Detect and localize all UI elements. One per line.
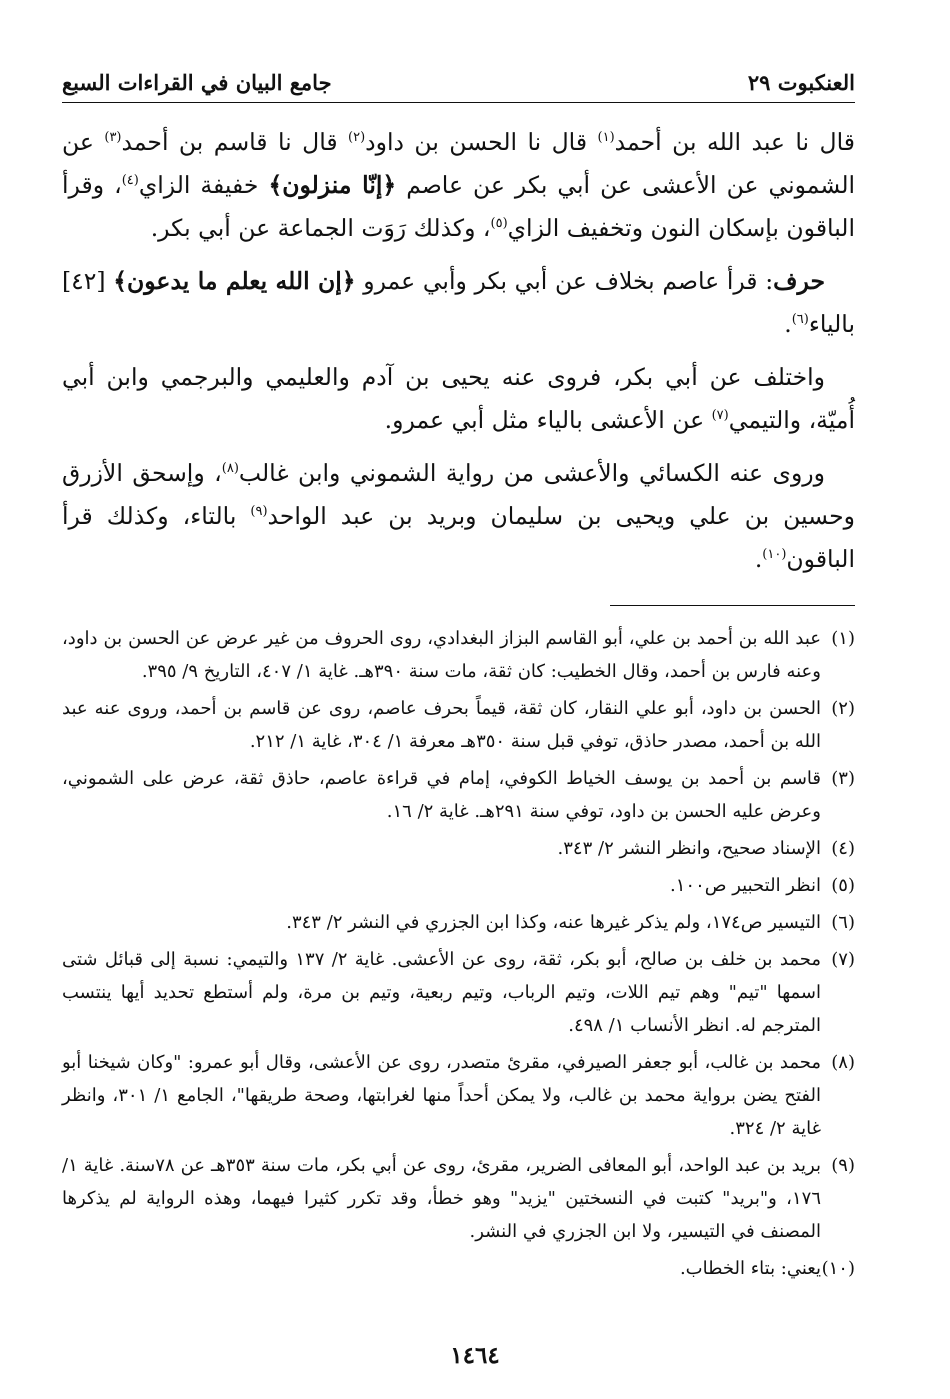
text-run: : قرأ عاصم بخلاف عن أبي بكر وأبي عمرو <box>355 267 774 295</box>
footnote <box>62 622 855 688</box>
text-run: ، وإسحق الأزرق وحسين بن علي ويحيى بن سليمان وبريد بن عبد الواحد <box>62 459 855 530</box>
footnote-ref: (٤) <box>121 173 139 189</box>
text-run: خفيفة الزاي <box>138 171 269 199</box>
footnote-text: يعني: بتاء الخطاب. <box>679 1258 821 1279</box>
footnote <box>62 762 855 828</box>
footnote-ref: (٨) <box>221 461 239 477</box>
footnote-number: (٩) <box>831 1155 855 1176</box>
footnote-number: (٣) <box>831 768 855 789</box>
footnote-text: التيسير ص١٧٤، ولم يذكر غيرها عنه، وكذا ابن الجزري في النشر ٢/ ٣٤٣. <box>286 912 821 933</box>
footnote <box>62 943 855 1042</box>
footnote-ref: (٩) <box>250 504 268 520</box>
footnote-number: (٢) <box>831 698 855 719</box>
footnote <box>62 1046 855 1145</box>
text-run: عن الأعشى بالياء مثل أبي عمرو. <box>384 406 712 434</box>
text-run: قال نا الحسن بن داود <box>365 128 598 156</box>
section-label: حرف <box>773 267 825 295</box>
footnote-text: الإسناد صحيح، وانظر النشر ٢/ ٣٤٣. <box>557 838 821 859</box>
footnote-number: (٥) <box>831 875 855 896</box>
paragraph-4 <box>62 452 855 581</box>
paragraph-2 <box>62 260 855 346</box>
text-run: . <box>784 310 792 338</box>
footnote-text: محمد بن غالب، أبو جعفر الصيرفي، مقرئ متصدر، روى عن الأعشى، وقال أبو عمرو: "وكان شيخنا أبو الفتح يضن برواية محمد بن غالب، ولا يمكن أحداً منها لغرابتها، وصحة طريقها"، الجامع ١/ ٣٠١، وانظر غاية ٢/ ٣٢٤. <box>62 1052 821 1139</box>
footnote-text: بريد بن عبد الواحد، أبو المعافى الضرير، مقرئ، روى عن أبي بكر، مات سنة ٣٥٣هـ عن ٧٨سنة. غاية ١/ ١٧٦، و"بريد" كتبت في النسختين "يزيد" وهو خطأ، وقد تكرر كثيرا فيهما، وهذه الرواية لم يذكرها المصنف في التيسير، ولا ابن الجزري في النشر. <box>62 1155 822 1242</box>
text-run: ، وكذلك رَوَت الجماعة عن أبي بكر. <box>150 214 491 242</box>
footnote-number: (١) <box>831 628 855 649</box>
text-run: واختلف عن أبي بكر، فروى عنه يحيى بن آدم والعليمي والبرجمي وابن أبي أُميّة، والتيمي <box>62 363 855 434</box>
footnote-ref: (٧) <box>711 408 729 424</box>
text-run: ، وقرأ الباقون بإسكان النون وتخفيف الزاي <box>62 171 855 242</box>
page-number: ١٤٦٤ <box>450 1342 500 1369</box>
footnote-number: (٤) <box>831 838 855 859</box>
footnote-text: انظر التحبير ص١٠٠. <box>670 875 821 896</box>
text-run: عن الشموني عن الأعشى عن أبي بكر عن عاصم <box>62 128 856 199</box>
paragraph-3 <box>62 356 855 442</box>
footnote-number: (١٠) <box>821 1258 855 1279</box>
main-text <box>62 121 855 581</box>
header-surah: العنكبوت ٢٩ <box>747 70 855 95</box>
footnote-separator <box>610 605 855 606</box>
quran-quote: ﴿إن الله يعلم ما يدعون﴾ <box>113 267 356 295</box>
footnote-number: (٦) <box>831 912 855 933</box>
footnote-number: (٨) <box>831 1052 855 1073</box>
footnote-text: الحسن بن داود، أبو علي النقار، كان ثقة، قيماً بحرف عاصم، روى عن قاسم بن أحمد، وروى عنه عبد الله بن أحمد، مصدر حاذق، توفي قبل سنة ٣٥٠هـ معرفة ١/ ٣٠٤، غاية ١/ ٢١٢. <box>62 698 821 752</box>
footnote-ref: (٥) <box>490 216 508 232</box>
footnote <box>62 692 855 758</box>
footnotes <box>62 622 855 1285</box>
footnote-text: محمد بن خلف بن صالح، أبو بكر، ثقة، روى عن الأعشى. غاية ٢/ ١٣٧ والتيمي: نسبة إلى قبائل شتى اسمها "تيم" وهم تيم اللات، وتيم الرباب، وتيم ربعية، وتيم بن مرة، ولم أستطع تحديد أيها ينتسب المترجم له. انظر الأنساب ١/ ٤٩٨. <box>62 949 821 1036</box>
footnote <box>62 832 855 865</box>
text-run: . <box>754 545 763 573</box>
footnote-ref: (٣) <box>104 130 122 146</box>
footnote-ref: (١٠) <box>762 547 787 563</box>
text-run: [٤٢] بالياء <box>62 267 855 338</box>
footnote-ref: (٢) <box>348 130 366 146</box>
text-run: وروى عنه الكسائي والأعشى من رواية الشموني وابن غالب <box>238 459 825 487</box>
text-run: قال نا قاسم بن أحمد <box>121 128 349 156</box>
footnote-number: (٧) <box>831 949 855 970</box>
footnote-text: عبد الله بن أحمد بن علي، أبو القاسم البزاز البغدادي، روى الحروف من غير عرض عن الحسن بن داود، وعنه فارس بن أحمد، وقال الخطيب: كان ثقة، مات سنة ٣٩٠هـ. غاية ١/ ٤٠٧، التاريخ ٩/ ٣٩٥. <box>62 628 821 682</box>
footnote <box>62 869 855 902</box>
footnote-text: قاسم بن أحمد بن يوسف الخياط الكوفي، إمام في قراءة عاصم، حاذق ثقة، عرض على الشموني، وعرض عليه الحسن بن داود، توفي سنة ٢٩١هـ. غاية ٢/ ١٦. <box>62 768 821 822</box>
footnote-ref: (٦) <box>791 312 809 328</box>
paragraph-1 <box>62 121 855 250</box>
footnote <box>62 906 855 939</box>
quran-quote: ﴿إنّا منزلون﴾ <box>268 171 397 199</box>
running-header <box>62 70 855 103</box>
header-book-title: جامع البيان في القراءات السبع <box>62 70 332 95</box>
text-run: بالتاء، وكذلك قرأ الباقون <box>62 502 855 573</box>
footnote <box>62 1252 855 1285</box>
footnote <box>62 1149 855 1248</box>
footnote-ref: (١) <box>597 130 615 146</box>
text-run: قال نا عبد الله بن أحمد <box>614 128 855 156</box>
